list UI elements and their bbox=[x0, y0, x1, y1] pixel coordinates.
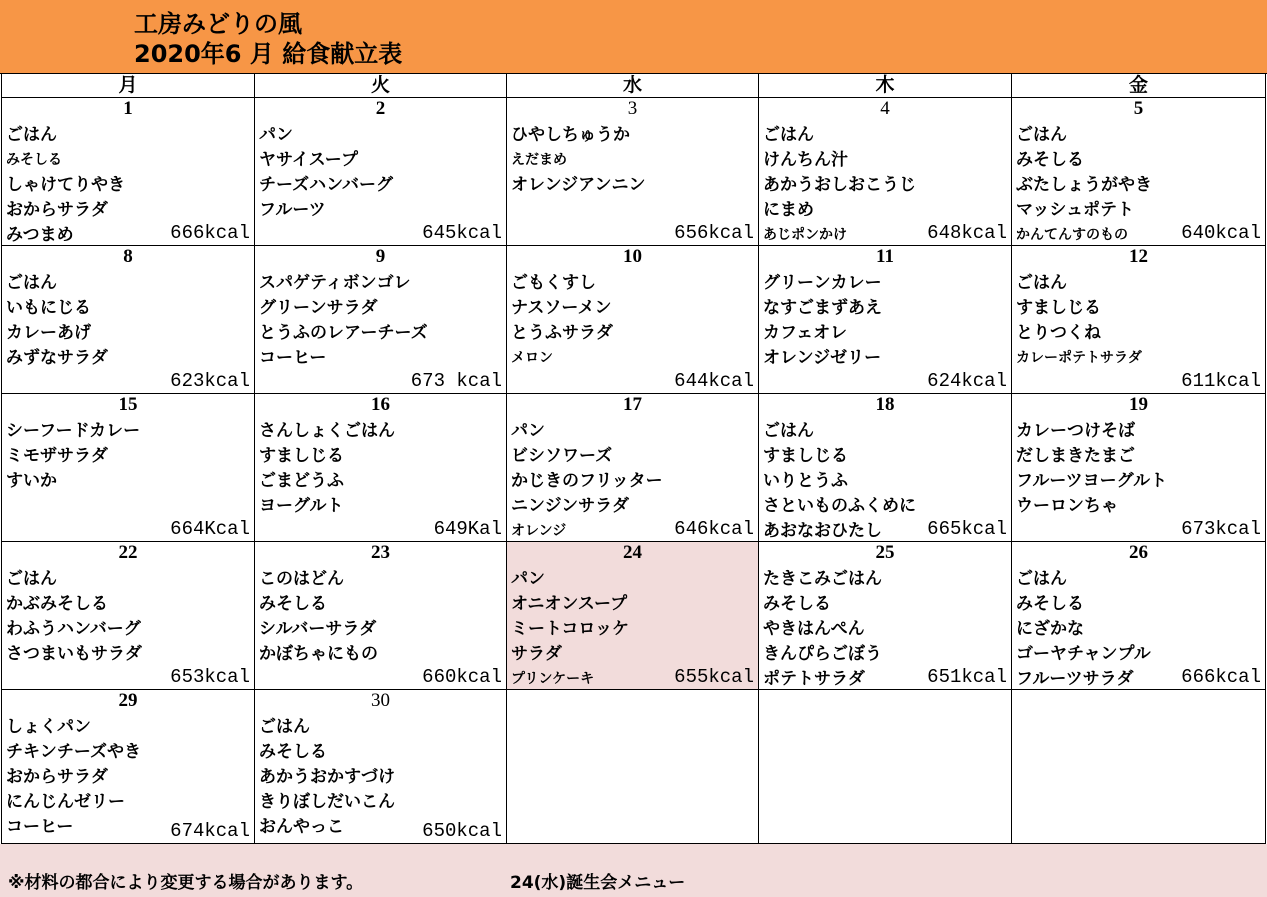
day-number: 18 bbox=[875, 394, 895, 415]
menu-item: ごはん bbox=[1016, 125, 1067, 145]
menu-items bbox=[763, 271, 1007, 371]
menu-header bbox=[0, 0, 1267, 74]
menu-item: ごはん bbox=[259, 717, 310, 737]
menu-item: オニオンスープ bbox=[511, 594, 628, 614]
menu-calendar bbox=[1, 74, 1265, 844]
menu-items bbox=[6, 419, 250, 494]
menu-item: ポテトサラダ bbox=[763, 669, 865, 689]
menu-item: さつまいもサラダ bbox=[6, 644, 142, 664]
menu-item: グリーンカレー bbox=[763, 273, 882, 293]
day-cell bbox=[507, 690, 759, 844]
calorie-total: 666kcal bbox=[1181, 666, 1261, 688]
menu-item: ごはん bbox=[1016, 273, 1067, 293]
menu-item: なすごまずあえ bbox=[763, 298, 882, 318]
menu-item: けんちん汁 bbox=[763, 150, 848, 170]
menu-item: あおなおひたし bbox=[763, 521, 882, 541]
day-number: 16 bbox=[371, 394, 390, 415]
calorie-total: 649Kal bbox=[433, 518, 502, 540]
day-number: 19 bbox=[1129, 394, 1148, 415]
day-cell bbox=[1012, 542, 1266, 690]
menu-footer bbox=[0, 844, 1267, 897]
day-number bbox=[511, 690, 754, 712]
menu-item: プリンケーキ bbox=[511, 671, 595, 687]
menu-item: かんてんすのもの bbox=[1016, 227, 1128, 243]
menu-item: ごまどうふ bbox=[259, 471, 344, 491]
menu-item: フルーツ bbox=[259, 200, 326, 220]
menu-item: ウーロンちゃ bbox=[1016, 496, 1118, 516]
menu-item: カレーつけそば bbox=[1016, 421, 1135, 441]
day-cell bbox=[507, 246, 759, 394]
menu-item: ひやしちゅうか bbox=[511, 125, 630, 145]
day-number: 2 bbox=[375, 98, 386, 119]
menu-item: あかうおしおこうじ bbox=[763, 175, 916, 195]
menu-item: かぼちゃにもの bbox=[259, 644, 378, 664]
menu-item: ヤサイスープ bbox=[259, 150, 358, 170]
menu-item: コーヒー bbox=[259, 348, 327, 368]
menu-items bbox=[511, 271, 754, 371]
menu-item: ごもくすし bbox=[511, 273, 596, 293]
day-cell bbox=[507, 394, 759, 542]
day-cell bbox=[1012, 690, 1266, 844]
menu-item: みそしる bbox=[259, 594, 327, 614]
menu-item: さといものふくめに bbox=[763, 496, 916, 516]
menu-items bbox=[1016, 271, 1261, 371]
menu-item: きりぼしだいこん bbox=[259, 792, 395, 812]
menu-item: ビシソワーズ bbox=[511, 446, 613, 466]
birthday-menu-note: 24(水)誕生会メニュー bbox=[510, 873, 686, 893]
menu-item: すましじる bbox=[259, 446, 344, 466]
menu-item: おからサラダ bbox=[6, 200, 108, 220]
menu-item: スパゲティボンゴレ bbox=[259, 273, 411, 293]
calorie-total: 624kcal bbox=[927, 370, 1007, 392]
menu-item: シルバーサラダ bbox=[259, 619, 377, 639]
day-cell bbox=[2, 542, 255, 690]
menu-item: ニンジンサラダ bbox=[511, 496, 629, 516]
day-cell bbox=[255, 246, 507, 394]
menu-item: シーフードカレー bbox=[6, 421, 141, 441]
menu-item: ミモザサラダ bbox=[6, 446, 108, 466]
day-number: 26 bbox=[1129, 542, 1148, 563]
day-number: 12 bbox=[1129, 246, 1148, 267]
day-cell bbox=[2, 98, 255, 246]
weekday-header: 水 bbox=[507, 74, 759, 98]
menu-item: パン bbox=[511, 569, 545, 589]
menu-item: いもにじる bbox=[6, 298, 91, 318]
menu-item: ゴーヤチャンプル bbox=[1016, 644, 1151, 664]
day-number: 23 bbox=[371, 542, 390, 563]
menu-item: チキンチーズやき bbox=[6, 742, 141, 762]
day-number: 11 bbox=[876, 246, 894, 267]
day-cell bbox=[507, 542, 759, 690]
day-cell bbox=[2, 246, 255, 394]
menu-item: たきこみごはん bbox=[763, 569, 882, 589]
calorie-total: 666kcal bbox=[170, 222, 250, 244]
menu-item: ミートコロッケ bbox=[511, 619, 629, 639]
day-number: 15 bbox=[118, 394, 138, 415]
menu-item: カレーあげ bbox=[6, 323, 91, 343]
menu-item: みそしる bbox=[1016, 150, 1084, 170]
menu-item: かじきのフリッター bbox=[511, 471, 663, 491]
menu-item: ごはん bbox=[763, 421, 814, 441]
menu-item: あじポンかけ bbox=[763, 227, 847, 243]
calorie-total: 673kcal bbox=[1181, 518, 1261, 540]
menu-item: とうふのレアーチーズ bbox=[259, 323, 428, 343]
day-cell bbox=[759, 98, 1012, 246]
calorie-total: 645kcal bbox=[422, 222, 502, 244]
menu-item: みそしる bbox=[6, 152, 62, 168]
day-number bbox=[763, 690, 1007, 712]
calorie-total: 640kcal bbox=[1181, 222, 1261, 244]
menu-item: にんじんゼリー bbox=[6, 792, 125, 812]
menu-items bbox=[259, 271, 502, 371]
menu-item: オレンジアンニン bbox=[511, 175, 646, 195]
day-number: 17 bbox=[623, 394, 642, 415]
calorie-total: 655kcal bbox=[674, 666, 754, 688]
day-cell bbox=[255, 98, 507, 246]
menu-item: にざかな bbox=[1016, 619, 1084, 639]
menu-item: すいか bbox=[6, 471, 57, 491]
menu-item: きんぴらごぼう bbox=[763, 644, 882, 664]
menu-items bbox=[259, 123, 502, 223]
menu-item: マッシュポテト bbox=[1016, 200, 1134, 220]
menu-items bbox=[6, 567, 250, 667]
menu-items bbox=[1016, 419, 1261, 519]
menu-item: だしまきたまご bbox=[1016, 446, 1135, 466]
menu-item: やきはんぺん bbox=[763, 619, 865, 639]
weekday-header: 火 bbox=[255, 74, 507, 98]
menu-item: サラダ bbox=[511, 644, 562, 664]
day-cell bbox=[1012, 98, 1266, 246]
menu-item: みつまめ bbox=[6, 225, 74, 245]
calorie-total: 650kcal bbox=[422, 820, 502, 842]
menu-item: すましじる bbox=[763, 446, 848, 466]
day-cell bbox=[759, 246, 1012, 394]
menu-item: オレンジゼリー bbox=[763, 348, 882, 368]
calorie-total: 656kcal bbox=[674, 222, 754, 244]
day-number: 9 bbox=[375, 246, 386, 267]
menu-item: みずなサラダ bbox=[6, 348, 108, 368]
calorie-total: 611kcal bbox=[1181, 370, 1261, 392]
calorie-total: 648kcal bbox=[927, 222, 1007, 244]
menu-item: このはどん bbox=[259, 569, 344, 589]
day-number: 3 bbox=[627, 98, 638, 119]
day-number: 29 bbox=[118, 690, 138, 711]
day-cell bbox=[759, 394, 1012, 542]
weekday-header: 金 bbox=[1012, 74, 1266, 98]
menu-item: ぶたしょうがやき bbox=[1016, 175, 1152, 195]
menu-item: ごはん bbox=[763, 125, 814, 145]
weekday-header: 木 bbox=[759, 74, 1012, 98]
menu-item: パン bbox=[259, 125, 293, 145]
menu-item: ごはん bbox=[6, 273, 57, 293]
menu-item: えだまめ bbox=[511, 152, 567, 168]
calorie-total: 664Kcal bbox=[170, 518, 250, 540]
menu-item: ナスソーメン bbox=[511, 298, 612, 318]
menu-item: しょくパン bbox=[6, 717, 91, 737]
menu-item: ごはん bbox=[6, 569, 57, 589]
menu-item: しゃけてりやき bbox=[6, 175, 125, 195]
menu-item: すましじる bbox=[1016, 298, 1101, 318]
day-cell bbox=[2, 394, 255, 542]
menu-item: わふうハンバーグ bbox=[6, 619, 141, 639]
day-cell bbox=[759, 690, 1012, 844]
menu-item: とうふサラダ bbox=[511, 323, 613, 343]
menu-items bbox=[511, 123, 754, 198]
calorie-total: 623kcal bbox=[170, 370, 250, 392]
menu-item: メロン bbox=[511, 350, 553, 366]
calorie-total: 653kcal bbox=[170, 666, 250, 688]
menu-item: おんやっこ bbox=[259, 817, 344, 837]
menu-item: ヨーグルト bbox=[259, 496, 344, 516]
day-number bbox=[1016, 690, 1261, 712]
menu-item: チーズハンバーグ bbox=[259, 175, 393, 195]
menu-item: みそしる bbox=[259, 742, 327, 762]
menu-item: いりとうふ bbox=[763, 471, 848, 491]
menu-item: ごはん bbox=[6, 125, 57, 145]
day-cell bbox=[255, 394, 507, 542]
day-number: 5 bbox=[1133, 98, 1144, 119]
menu-item: コーヒー bbox=[6, 817, 74, 837]
day-cell bbox=[1012, 394, 1266, 542]
menu-item: あかうおかすづけ bbox=[259, 767, 395, 787]
calorie-total: 646kcal bbox=[674, 518, 754, 540]
calorie-total: 674kcal bbox=[170, 820, 250, 842]
menu-items bbox=[259, 419, 502, 519]
day-cell bbox=[255, 690, 507, 844]
menu-item: さんしょくごはん bbox=[259, 421, 395, 441]
day-number: 25 bbox=[875, 542, 895, 563]
day-number: 1 bbox=[123, 98, 133, 119]
day-cell bbox=[759, 542, 1012, 690]
day-cell bbox=[1012, 246, 1266, 394]
day-number: 4 bbox=[880, 98, 890, 119]
menu-items bbox=[259, 567, 502, 667]
day-number: 30 bbox=[371, 690, 390, 711]
day-number: 22 bbox=[118, 542, 138, 563]
day-cell bbox=[507, 98, 759, 246]
page-title: 2020年6 月 給食献立表 bbox=[134, 40, 403, 68]
menu-item: パン bbox=[511, 421, 545, 441]
change-notice: ※材料の都合により変更する場合があります。 bbox=[8, 873, 364, 893]
menu-items bbox=[6, 271, 250, 371]
day-cell bbox=[2, 690, 255, 844]
day-number: 24 bbox=[623, 542, 642, 563]
day-number: 10 bbox=[623, 246, 642, 267]
day-number: 8 bbox=[123, 246, 133, 267]
day-cell bbox=[255, 542, 507, 690]
menu-item: オレンジ bbox=[511, 523, 567, 539]
menu-item: かぶみそしる bbox=[6, 594, 108, 614]
calorie-total: 651kcal bbox=[927, 666, 1007, 688]
menu-item: ごはん bbox=[1016, 569, 1067, 589]
menu-item: おからサラダ bbox=[6, 767, 108, 787]
menu-item: みそしる bbox=[1016, 594, 1084, 614]
calorie-total: 660kcal bbox=[422, 666, 502, 688]
menu-item: カレーポテトサラダ bbox=[1016, 350, 1142, 366]
calorie-total: 673 kcal bbox=[410, 370, 502, 392]
menu-item: グリーンサラダ bbox=[259, 298, 378, 318]
menu-item: カフェオレ bbox=[763, 323, 848, 343]
menu-item: にまめ bbox=[763, 200, 814, 220]
menu-item: みそしる bbox=[763, 594, 831, 614]
menu-item: とりつくね bbox=[1016, 323, 1101, 343]
menu-item: フルーツサラダ bbox=[1016, 669, 1134, 689]
calorie-total: 665kcal bbox=[927, 518, 1007, 540]
facility-name: 工房みどりの風 bbox=[134, 10, 302, 38]
calorie-total: 644kcal bbox=[674, 370, 754, 392]
weekday-header: 月 bbox=[2, 74, 255, 98]
menu-item: フルーツヨーグルト bbox=[1016, 471, 1168, 491]
